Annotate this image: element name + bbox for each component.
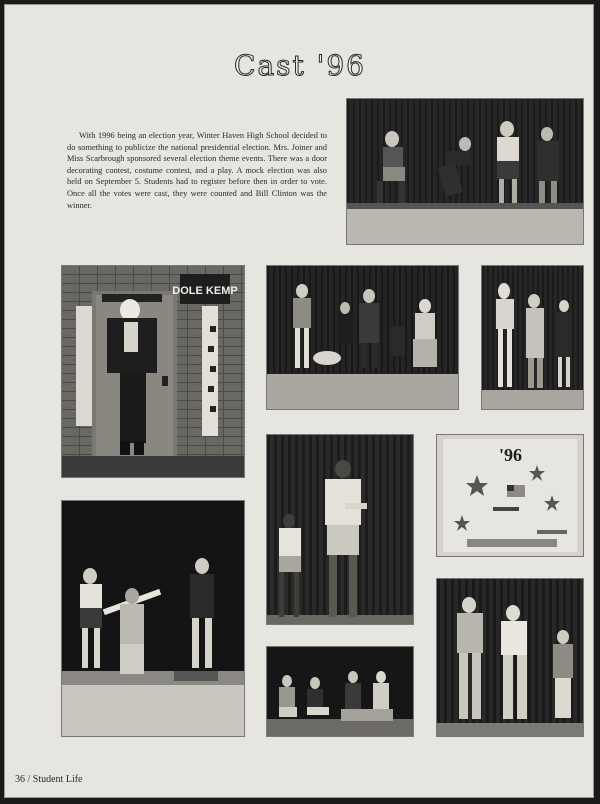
yearbook-page: [4, 4, 594, 798]
photo-decorated-door: [61, 265, 245, 478]
photo-three-performers: [481, 265, 584, 410]
photo-mic-performer: [266, 434, 414, 625]
board-label: '96: [499, 445, 523, 465]
photo-prop-scene: [61, 500, 245, 737]
page-title: Cast '96: [234, 49, 366, 82]
photo-seated-group: [266, 646, 414, 737]
page-footer: 36 / Student Life: [15, 774, 83, 785]
photo-stage-top: [346, 98, 584, 245]
photo-cast-group: [266, 265, 459, 410]
photo-96-board: [436, 434, 584, 557]
body-paragraph: With 1996 being an election year, Winter Haven High School decided to do something to publicize the national presidential election. Mrs. Joiner and Miss Scarbrough sponsored several election theme events. There was a door decorating contest, costume contest, and a play. A mock election was also held on September 5. Students had to register before then in order to vote. Once all the votes were cast, they were counted and Bill Clinton was the winner.: [67, 131, 327, 210]
photo-mic-duo: [436, 578, 584, 737]
door-sign: DOLE KEMP: [172, 285, 238, 297]
